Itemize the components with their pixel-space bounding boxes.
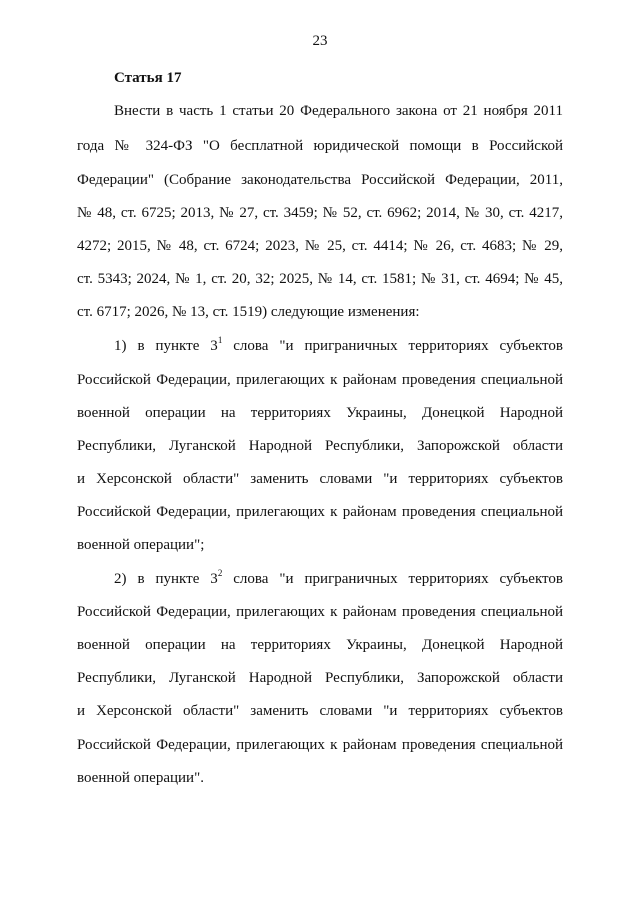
item-1-line: военной операции"; bbox=[77, 537, 205, 553]
item-2-superscript: 2 bbox=[217, 568, 223, 578]
item-1-line: Российской Федерации, прилегающих к районам проведения специальной bbox=[77, 504, 563, 520]
item-1-prefix: 1) в пункте 3 bbox=[114, 338, 218, 354]
intro-line: ст. 6717; 2026, № 13, ст. 1519) следующие изменения: bbox=[77, 304, 420, 320]
intro-line: 4272; 2015, № 48, ст. 6724; 2023, № 25, ст. 4414; № 26, ст. 4683; № 29, bbox=[77, 238, 563, 254]
intro-line: № 48, ст. 6725; 2013, № 27, ст. 3459; № 52, ст. 6962; 2014, № 30, ст. 4217, bbox=[77, 205, 563, 221]
item-1-suffix: слова "и приграничных территориях субъектов bbox=[222, 338, 563, 354]
item-1-superscript: 1 bbox=[217, 335, 223, 345]
item-1-line: Республики, Луганской Народной Республики, Запорожской области bbox=[77, 438, 563, 454]
item-1-line: и Херсонской области" заменить словами "и территориях субъектов bbox=[77, 471, 563, 487]
item-2-line: Российской Федерации, прилегающих к районам проведения специальной bbox=[77, 604, 563, 620]
item-1-line: Российской Федерации, прилегающих к районам проведения специальной bbox=[77, 372, 563, 388]
item-2-line: военной операции на территориях Украины, Донецкой Народной bbox=[77, 637, 563, 653]
intro-line: года № 324-ФЗ "О бесплатной юридической помощи в Российской bbox=[77, 138, 563, 154]
item-2-line: Республики, Луганской Народной Республики, Запорожской области bbox=[77, 670, 563, 686]
intro-line: ст. 5343; 2024, № 1, ст. 20, 32; 2025, № 14, ст. 1581; № 31, ст. 4694; № 45, bbox=[77, 271, 563, 287]
item-2-line: Российской Федерации, прилегающих к районам проведения специальной bbox=[77, 737, 563, 753]
intro-line: Внести в часть 1 статьи 20 Федерального закона от 21 ноября 2011 bbox=[114, 103, 563, 119]
article-heading: Статья 17 bbox=[114, 70, 182, 86]
intro-line: Федерации" (Собрание законодательства Российской Федерации, 2011, bbox=[77, 172, 563, 188]
page-number: 23 bbox=[312, 33, 328, 49]
item-2-line: военной операции". bbox=[77, 770, 204, 786]
item-2-prefix: 2) в пункте 3 bbox=[114, 571, 218, 587]
item-2-first-line bbox=[114, 569, 563, 589]
item-2-suffix: слова "и приграничных территориях субъектов bbox=[222, 571, 563, 587]
item-2-line: и Херсонской области" заменить словами "и территориях субъектов bbox=[77, 703, 563, 719]
item-1-first-line bbox=[114, 336, 563, 356]
item-1-line: военной операции на территориях Украины, Донецкой Народной bbox=[77, 405, 563, 421]
